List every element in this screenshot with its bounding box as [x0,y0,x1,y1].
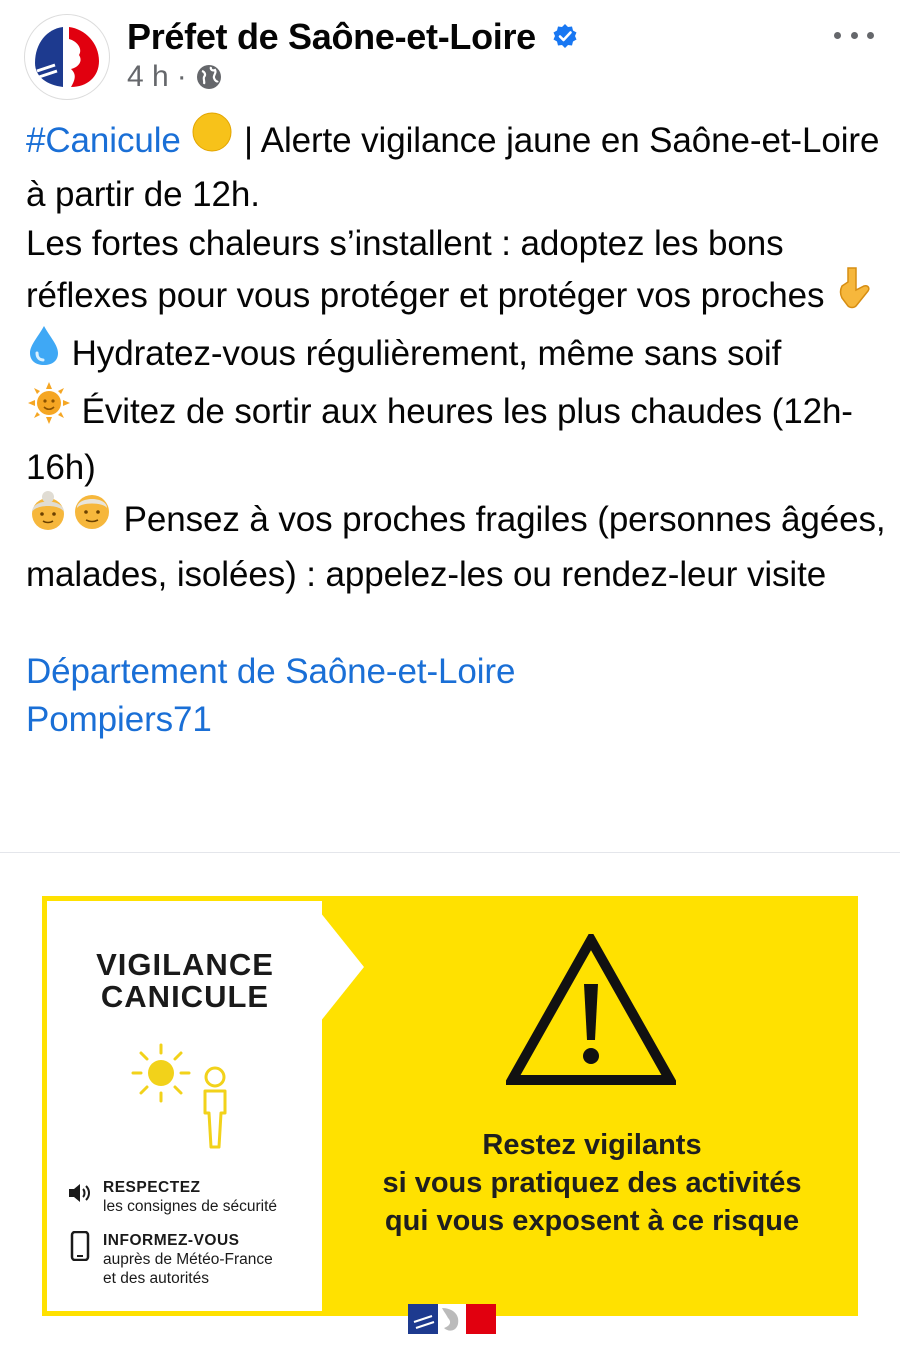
more-options-icon[interactable] [834,20,874,50]
inform-detail-1: auprès de Météo-France [103,1251,273,1268]
post-line-tip3 [26,492,886,600]
pointing-down-emoji-icon [834,264,874,323]
post-body [26,114,886,745]
respect-detail: les consignes de sécurité [103,1198,278,1215]
republique-francaise-logo-icon [408,1302,496,1336]
page-name[interactable] [127,16,578,58]
sun-emoji-icon [26,380,72,439]
vigilance-title-line1: VIGILANCE [96,947,274,982]
inform-detail-2: et des autorités [103,1270,209,1287]
more-dot [867,32,874,39]
vigilance-title-line2: CANICULE [100,979,270,1014]
page-name-text[interactable]: Préfet de Saône-et-Loire [127,16,536,57]
inform-instructions [67,1231,273,1288]
phone-icon [67,1231,93,1261]
tip2-text: Évitez de sortir aux heures les plus chaudes (12h-16h) [26,392,853,487]
vigilance-panel [47,901,322,1311]
vigilance-title [47,949,323,1013]
post-line-tip2 [26,384,886,492]
vigilance-message [344,1126,840,1240]
post-header [0,0,900,110]
hashtag-link[interactable]: #Canicule [26,120,181,160]
droplet-emoji-icon [26,323,62,380]
marianne-logo-icon [25,15,109,99]
tip3-text: Pensez à vos proches fragiles (personnes âgées, malades, isolées) : appelez-les ou rendez-leur visite [26,499,886,595]
meta-separator: · [176,60,187,93]
tip1-text: Hydratez-vous régulièrement, même sans soif [62,334,782,374]
post-meta [127,60,223,94]
paragraph-spacer [26,600,886,648]
warning-triangle-icon [506,934,676,1086]
older-man-emoji-icon [70,488,114,547]
older-woman-emoji-icon [26,488,70,547]
post-line-intro [26,220,886,328]
post-line-tag1 [26,648,886,696]
divider [0,852,900,853]
post-line-tag2 [26,696,886,744]
post-time[interactable]: 4 h [127,60,169,93]
page-avatar[interactable] [24,14,110,100]
verified-badge-icon [552,23,578,49]
post-line-alert [26,114,886,220]
post-image[interactable] [42,896,858,1316]
more-dot [834,32,841,39]
inform-heading: INFORMEZ-VOUS [103,1232,240,1249]
tag-pompiers-link[interactable]: Pompiers71 [26,700,212,740]
more-dot [851,32,858,39]
respect-instructions [67,1178,277,1216]
post-line-tip1 [26,327,886,384]
message-line3: qui vous exposent à ce risque [384,1205,800,1237]
globe-icon[interactable] [195,63,223,91]
sun-person-icon [125,1039,245,1151]
respect-heading: RESPECTEZ [103,1179,201,1196]
yellow-circle-emoji-icon [190,110,234,167]
message-line2: si vous pratiquez des activités [382,1167,802,1199]
tag-departement-link[interactable]: Département de Saône-et-Loire [26,651,516,691]
alert-text: | Alerte vigilance jaune en Saône-et-Loire à partir de 12h. [26,120,880,215]
intro-text: Les fortes chaleurs s’installent : adoptez les bons réflexes pour vous protéger et protéger vos proches [26,223,825,315]
message-line1: Restez vigilants [482,1129,702,1161]
speaker-icon [67,1178,93,1208]
panel-arrow [320,912,364,1022]
